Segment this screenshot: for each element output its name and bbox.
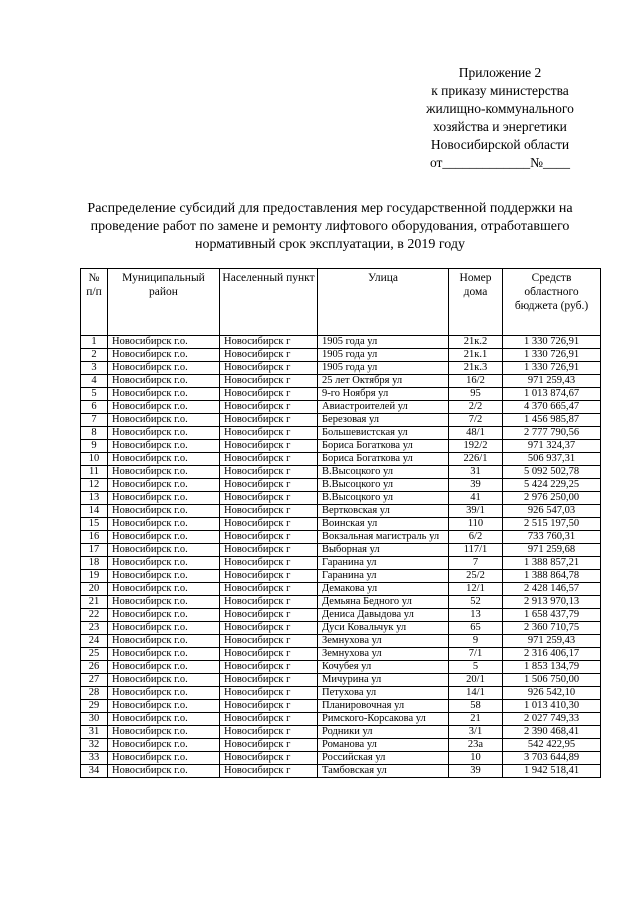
table-row (81, 570, 601, 583)
cell-locality: Новосибирск г (220, 453, 318, 466)
cell-locality: Новосибирск г (220, 622, 318, 635)
table-row (81, 388, 601, 401)
cell-locality: Новосибирск г (220, 427, 318, 440)
cell-amount: 1 388 857,21 (503, 557, 601, 570)
cell-district: Новосибирск г.о. (108, 700, 220, 713)
cell-amount: 2 390 468,41 (503, 726, 601, 739)
cell-number: 20 (81, 583, 108, 596)
cell-district: Новосибирск г.о. (108, 362, 220, 375)
cell-locality: Новосибирск г (220, 752, 318, 765)
cell-district: Новосибирск г.о. (108, 661, 220, 674)
cell-locality: Новосибирск г (220, 492, 318, 505)
cell-street: Выборная ул (318, 544, 449, 557)
cell-house-number: 13 (449, 609, 503, 622)
cell-locality: Новосибирск г (220, 362, 318, 375)
cell-amount: 542 422,95 (503, 739, 601, 752)
cell-district: Новосибирск г.о. (108, 609, 220, 622)
cell-district: Новосибирск г.о. (108, 336, 220, 349)
document-title: Распределение субсидий для предоставления мер государственной поддержки на проведение работ по замене и ремонту лифтового оборудования, отработавшего нормативный срок эксплуатации, в 2019 году (87, 201, 573, 252)
cell-number: 31 (81, 726, 108, 739)
cell-number: 10 (81, 453, 108, 466)
table-row (81, 687, 601, 700)
cell-street: Воинская ул (318, 518, 449, 531)
cell-amount: 2 777 790,56 (503, 427, 601, 440)
cell-district: Новосибирск г.о. (108, 427, 220, 440)
cell-house-number: 7/2 (449, 414, 503, 427)
appendix-line: Приложение 2 (458, 65, 542, 80)
cell-locality: Новосибирск г (220, 518, 318, 531)
cell-amount: 1 853 134,79 (503, 661, 601, 674)
cell-number: 34 (81, 765, 108, 778)
cell-house-number: 5 (449, 661, 503, 674)
cell-street: Земнухова ул (318, 648, 449, 661)
cell-number: 17 (81, 544, 108, 557)
cell-house-number: 21к.1 (449, 349, 503, 362)
cell-street: Земнухова ул (318, 635, 449, 648)
cell-number: 14 (81, 505, 108, 518)
cell-house-number: 192/2 (449, 440, 503, 453)
cell-locality: Новосибирск г (220, 505, 318, 518)
cell-street: Дуси Ковальчук ул (318, 622, 449, 635)
cell-number: 16 (81, 531, 108, 544)
cell-number: 12 (81, 479, 108, 492)
cell-number: 2 (81, 349, 108, 362)
cell-number: 1 (81, 336, 108, 349)
cell-street: Римского-Корсакова ул (318, 713, 449, 726)
cell-locality: Новосибирск г (220, 375, 318, 388)
table-row (81, 622, 601, 635)
cell-house-number: 25/2 (449, 570, 503, 583)
table-row (81, 713, 601, 726)
cell-street: Планировочная ул (318, 700, 449, 713)
cell-locality: Новосибирск г (220, 544, 318, 557)
cell-amount: 2 913 970,13 (503, 596, 601, 609)
cell-locality: Новосибирск г (220, 557, 318, 570)
cell-house-number: 39 (449, 479, 503, 492)
cell-locality: Новосибирск г (220, 687, 318, 700)
cell-amount: 2 428 146,57 (503, 583, 601, 596)
cell-house-number: 21к.3 (449, 362, 503, 375)
cell-locality: Новосибирск г (220, 583, 318, 596)
cell-locality: Новосибирск г (220, 440, 318, 453)
cell-house-number: 14/1 (449, 687, 503, 700)
cell-house-number: 110 (449, 518, 503, 531)
cell-locality: Новосибирск г (220, 765, 318, 778)
cell-amount: 971 259,43 (503, 375, 601, 388)
cell-district: Новосибирск г.о. (108, 687, 220, 700)
table-row (81, 661, 601, 674)
cell-locality: Новосибирск г (220, 609, 318, 622)
cell-house-number: 21 (449, 713, 503, 726)
cell-street: 9-го Ноября ул (318, 388, 449, 401)
cell-street: Бориса Богаткова ул (318, 453, 449, 466)
cell-house-number: 7/1 (449, 648, 503, 661)
cell-house-number: 52 (449, 596, 503, 609)
appendix-line: хозяйства и энергетики (433, 119, 567, 134)
cell-street: Кочубея ул (318, 661, 449, 674)
cell-amount: 1 013 874,67 (503, 388, 601, 401)
cell-district: Новосибирск г.о. (108, 453, 220, 466)
cell-street: В.Высоцкого ул (318, 466, 449, 479)
table-row (81, 414, 601, 427)
cell-house-number: 65 (449, 622, 503, 635)
table-row (81, 557, 601, 570)
cell-house-number: 41 (449, 492, 503, 505)
cell-amount: 2 515 197,50 (503, 518, 601, 531)
cell-locality: Новосибирск г (220, 596, 318, 609)
cell-street: Мичурина ул (318, 674, 449, 687)
table-row (81, 531, 601, 544)
cell-number: 23 (81, 622, 108, 635)
cell-house-number: 2/2 (449, 401, 503, 414)
cell-number: 11 (81, 466, 108, 479)
cell-street: 1905 года ул (318, 362, 449, 375)
cell-district: Новосибирск г.о. (108, 752, 220, 765)
cell-amount: 926 542,10 (503, 687, 601, 700)
cell-district: Новосибирск г.о. (108, 583, 220, 596)
cell-street: Петухова ул (318, 687, 449, 700)
cell-amount: 1 330 726,91 (503, 362, 601, 375)
cell-amount: 1 506 750,00 (503, 674, 601, 687)
table-row (81, 401, 601, 414)
cell-locality: Новосибирск г (220, 700, 318, 713)
header-budget-amount: Средств областного бюджета (руб.) (503, 269, 601, 336)
cell-house-number: 39/1 (449, 505, 503, 518)
cell-amount: 971 259,43 (503, 635, 601, 648)
appendix-line: к приказу министерства (431, 83, 569, 98)
cell-number: 6 (81, 401, 108, 414)
subsidy-table (80, 268, 601, 778)
cell-district: Новосибирск г.о. (108, 544, 220, 557)
header-house-number: Номер дома (449, 269, 503, 336)
cell-house-number: 226/1 (449, 453, 503, 466)
cell-amount: 1 330 726,91 (503, 349, 601, 362)
cell-house-number: 39 (449, 765, 503, 778)
cell-district: Новосибирск г.о. (108, 739, 220, 752)
cell-house-number: 16/2 (449, 375, 503, 388)
cell-house-number: 117/1 (449, 544, 503, 557)
cell-amount: 733 760,31 (503, 531, 601, 544)
cell-amount: 4 370 665,47 (503, 401, 601, 414)
table-row (81, 752, 601, 765)
cell-district: Новосибирск г.о. (108, 505, 220, 518)
cell-district: Новосибирск г.о. (108, 414, 220, 427)
cell-locality: Новосибирск г (220, 531, 318, 544)
cell-street: Демакова ул (318, 583, 449, 596)
cell-district: Новосибирск г.о. (108, 401, 220, 414)
cell-district: Новосибирск г.о. (108, 349, 220, 362)
cell-house-number: 6/2 (449, 531, 503, 544)
cell-district: Новосибирск г.о. (108, 492, 220, 505)
cell-number: 19 (81, 570, 108, 583)
table-row (81, 583, 601, 596)
cell-locality: Новосибирск г (220, 570, 318, 583)
table-row (81, 609, 601, 622)
cell-street: Вокзальная магистраль ул (318, 531, 449, 544)
cell-number: 15 (81, 518, 108, 531)
header-number: № п/п (81, 269, 108, 336)
cell-house-number: 48/1 (449, 427, 503, 440)
cell-house-number: 20/1 (449, 674, 503, 687)
cell-house-number: 9 (449, 635, 503, 648)
cell-house-number: 7 (449, 557, 503, 570)
cell-street: Родники ул (318, 726, 449, 739)
table-row (81, 349, 601, 362)
cell-street: Авиастроителей ул (318, 401, 449, 414)
cell-locality: Новосибирск г (220, 661, 318, 674)
table-row (81, 596, 601, 609)
header-street: Улица (318, 269, 449, 336)
cell-district: Новосибирск г.о. (108, 726, 220, 739)
cell-number: 26 (81, 661, 108, 674)
cell-locality: Новосибирск г (220, 726, 318, 739)
table-row (81, 479, 601, 492)
cell-locality: Новосибирск г (220, 388, 318, 401)
cell-number: 32 (81, 739, 108, 752)
cell-street: 1905 года ул (318, 349, 449, 362)
cell-amount: 5 092 502,78 (503, 466, 601, 479)
cell-amount: 2 027 749,33 (503, 713, 601, 726)
table-row (81, 362, 601, 375)
cell-amount: 1 388 864,78 (503, 570, 601, 583)
table-row (81, 427, 601, 440)
cell-street: Дениса Давыдова ул (318, 609, 449, 622)
cell-house-number: 12/1 (449, 583, 503, 596)
cell-district: Новосибирск г.о. (108, 570, 220, 583)
cell-locality: Новосибирск г (220, 479, 318, 492)
cell-district: Новосибирск г.о. (108, 713, 220, 726)
table-row (81, 544, 601, 557)
cell-locality: Новосибирск г (220, 713, 318, 726)
cell-house-number: 95 (449, 388, 503, 401)
cell-amount: 1 942 518,41 (503, 765, 601, 778)
cell-house-number: 31 (449, 466, 503, 479)
cell-district: Новосибирск г.о. (108, 648, 220, 661)
cell-district: Новосибирск г.о. (108, 440, 220, 453)
cell-district: Новосибирск г.о. (108, 557, 220, 570)
cell-number: 13 (81, 492, 108, 505)
cell-amount: 506 937,31 (503, 453, 601, 466)
table-row (81, 375, 601, 388)
table-row (81, 726, 601, 739)
cell-amount: 971 259,68 (503, 544, 601, 557)
cell-amount: 2 316 406,17 (503, 648, 601, 661)
cell-amount: 971 324,37 (503, 440, 601, 453)
cell-number: 28 (81, 687, 108, 700)
appendix-line: от_____________№____ (429, 155, 571, 170)
cell-street: Большевистская ул (318, 427, 449, 440)
cell-street: Гаранина ул (318, 557, 449, 570)
table-row (81, 765, 601, 778)
table-row (81, 466, 601, 479)
cell-house-number: 3/1 (449, 726, 503, 739)
cell-district: Новосибирск г.о. (108, 375, 220, 388)
cell-street: Тамбовская ул (318, 765, 449, 778)
cell-district: Новосибирск г.о. (108, 479, 220, 492)
cell-street: Романова ул (318, 739, 449, 752)
cell-locality: Новосибирск г (220, 635, 318, 648)
cell-street: Демьяна Бедного ул (318, 596, 449, 609)
cell-district: Новосибирск г.о. (108, 635, 220, 648)
cell-district: Новосибирск г.о. (108, 518, 220, 531)
cell-number: 25 (81, 648, 108, 661)
table-row (81, 700, 601, 713)
table-row (81, 674, 601, 687)
cell-amount: 2 976 250,00 (503, 492, 601, 505)
cell-number: 5 (81, 388, 108, 401)
table-row (81, 739, 601, 752)
cell-amount: 2 360 710,75 (503, 622, 601, 635)
cell-amount: 3 703 644,89 (503, 752, 601, 765)
cell-street: В.Высоцкого ул (318, 492, 449, 505)
table-row (81, 518, 601, 531)
appendix-line: Новосибирской области (430, 137, 570, 152)
cell-amount: 926 547,03 (503, 505, 601, 518)
table-row (81, 492, 601, 505)
cell-number: 27 (81, 674, 108, 687)
cell-amount: 1 456 985,87 (503, 414, 601, 427)
cell-locality: Новосибирск г (220, 739, 318, 752)
cell-number: 9 (81, 440, 108, 453)
cell-locality: Новосибирск г (220, 336, 318, 349)
header-district: Муниципальный район (108, 269, 220, 336)
cell-street: Российская ул (318, 752, 449, 765)
cell-street: Вертковская ул (318, 505, 449, 518)
cell-locality: Новосибирск г (220, 349, 318, 362)
cell-district: Новосибирск г.о. (108, 765, 220, 778)
cell-number: 4 (81, 375, 108, 388)
cell-street: Березовая ул (318, 414, 449, 427)
table-row (81, 635, 601, 648)
cell-district: Новосибирск г.о. (108, 674, 220, 687)
cell-street: Бориса Богаткова ул (318, 440, 449, 453)
cell-house-number: 10 (449, 752, 503, 765)
table-row (81, 440, 601, 453)
cell-number: 30 (81, 713, 108, 726)
cell-district: Новосибирск г.о. (108, 596, 220, 609)
cell-street: 25 лет Октября ул (318, 375, 449, 388)
cell-number: 18 (81, 557, 108, 570)
cell-number: 7 (81, 414, 108, 427)
cell-amount: 1 013 410,30 (503, 700, 601, 713)
cell-amount: 5 424 229,25 (503, 479, 601, 492)
cell-house-number: 23а (449, 739, 503, 752)
cell-street: В.Высоцкого ул (318, 479, 449, 492)
table-row (81, 336, 601, 349)
cell-locality: Новосибирск г (220, 401, 318, 414)
cell-locality: Новосибирск г (220, 466, 318, 479)
cell-district: Новосибирск г.о. (108, 466, 220, 479)
header-locality: Населенный пункт (220, 269, 318, 336)
cell-number: 22 (81, 609, 108, 622)
cell-district: Новосибирск г.о. (108, 622, 220, 635)
cell-number: 3 (81, 362, 108, 375)
appendix-block (380, 64, 620, 172)
cell-district: Новосибирск г.о. (108, 531, 220, 544)
cell-house-number: 21к.2 (449, 336, 503, 349)
cell-number: 24 (81, 635, 108, 648)
table-row (81, 648, 601, 661)
cell-district: Новосибирск г.о. (108, 388, 220, 401)
cell-street: Гаранина ул (318, 570, 449, 583)
appendix-line: жилищно-коммунального (426, 101, 574, 116)
cell-street: 1905 года ул (318, 336, 449, 349)
cell-number: 8 (81, 427, 108, 440)
cell-amount: 1 330 726,91 (503, 336, 601, 349)
cell-house-number: 58 (449, 700, 503, 713)
table-header-row (81, 269, 601, 336)
cell-number: 29 (81, 700, 108, 713)
cell-number: 33 (81, 752, 108, 765)
table-row (81, 505, 601, 518)
cell-amount: 1 658 437,79 (503, 609, 601, 622)
cell-locality: Новосибирск г (220, 648, 318, 661)
cell-locality: Новосибирск г (220, 414, 318, 427)
cell-locality: Новосибирск г (220, 674, 318, 687)
table-row (81, 453, 601, 466)
cell-number: 21 (81, 596, 108, 609)
